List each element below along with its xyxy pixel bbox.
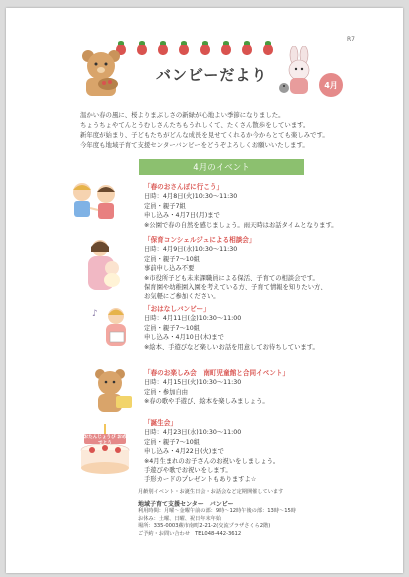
strawberry-icon xyxy=(179,44,189,55)
event-line: ※市役所子ども未来課職員による保活、子育ての相談会です。 xyxy=(144,274,319,282)
event-line: 日時：4月15日(火)10:30～11:30 xyxy=(144,379,242,387)
event-line: 日時：4月8日(火)10:30～11:30 xyxy=(144,193,238,201)
event-line: ※4月生まれのお子さんのお祝いをしましょう。 xyxy=(144,457,280,465)
footer-line: 場所：335-0003蕨市南町2-21-2(交流プラザさくら2階) xyxy=(138,523,271,530)
event-line: 日時：4月23日(水)10:30～11:00 xyxy=(144,429,242,437)
event-line: 日時：4月9日(水)10:30～11:30 xyxy=(144,246,238,254)
event-line: 手遊びや歌でお祝いをします。 xyxy=(144,467,232,475)
bear-illustration xyxy=(78,48,124,98)
bunny-illustration xyxy=(276,46,324,98)
newsletter-page xyxy=(6,8,403,573)
strawberry-row xyxy=(116,44,273,55)
event-item xyxy=(144,305,319,352)
event-title: 「おはなしバンビー」 xyxy=(144,305,210,313)
event-title: 「春のお楽しみ会 南町児童館と合同イベント」 xyxy=(144,369,290,377)
mother-baby-illustration xyxy=(78,238,130,294)
footer-line: ご予約・お問い合わせ TEL048-442-3612 xyxy=(138,530,242,537)
reading-illustration xyxy=(90,304,136,354)
birthday-cake-illustration xyxy=(74,418,136,476)
page-number: R7 xyxy=(347,36,355,43)
newsletter-title: バンビーだより xyxy=(156,66,268,84)
event-item xyxy=(144,236,327,302)
event-line: 定員・参加自由 xyxy=(144,388,189,396)
event-line: お気軽にご参加ください。 xyxy=(144,293,220,301)
intro-line: 温かい春の風に、桜よりまぶしさの新緑が心地よい季節になりました。 xyxy=(80,111,285,119)
event-title: 「保育コンシェルジュによる相談会」 xyxy=(144,236,256,244)
event-line: ※春の歌や手遊び、絵本を楽しみましょう。 xyxy=(144,398,269,406)
footer-line: お休み：土曜、日曜、祝日年末年始 xyxy=(138,515,222,522)
strawberry-icon xyxy=(158,44,168,55)
event-line: 申し込み・4月10日(木)まで xyxy=(144,334,224,342)
strawberry-icon xyxy=(137,44,147,55)
event-item xyxy=(144,183,338,230)
event-line: 申し込み・4月22日(火)まで xyxy=(144,448,224,456)
intro-line: 今年度も地域子育て支援センターバンビーをどうぞよろしくお願いいたします。 xyxy=(80,141,309,149)
event-item xyxy=(144,419,279,485)
footer xyxy=(138,489,296,539)
event-line: 定員・親子7～10組 xyxy=(144,255,201,263)
month-badge: 4月 xyxy=(319,73,343,97)
events-banner: 4月のイベント xyxy=(139,159,304,175)
event-line: 事前申し込み不要 xyxy=(144,265,195,273)
intro-line: ちょうちょやてんとうむしさんたちもうれしくて、たくさん散歩をしています。 xyxy=(80,121,310,129)
event-title: 「春のおさんぽに行こう」 xyxy=(144,183,224,191)
event-title: 「誕生会」 xyxy=(144,419,177,427)
footer-line: 利用時間：月曜～金曜午前の部：9時～12時午後の部：13時～15時 xyxy=(138,508,296,515)
event-line: 日時：4月11日(金)10:30～11:00 xyxy=(144,315,242,323)
bear-with-drum-illustration xyxy=(88,366,136,416)
event-line: 保育園や幼稚園入園を考えている方、子育て情報を知りたい方、 xyxy=(144,284,327,292)
event-line: ※公園で春の自然を感じましょう。雨天時はお話タイムとなります。 xyxy=(144,221,338,229)
strawberry-icon xyxy=(200,44,210,55)
event-line: 定員・親子7～10組 xyxy=(144,324,201,332)
intro-line: 新年度が始まり、子どもたちがどんな成長を見せてくれるか今からとても楽しみです。 xyxy=(80,131,329,139)
footer-org: 地域子育て支援センター バンビー xyxy=(138,500,234,508)
cake-greeting: おたんじょうび おめでとう xyxy=(83,435,127,446)
strawberry-icon xyxy=(221,44,231,55)
svg-text:♪: ♪ xyxy=(92,309,98,319)
event-item xyxy=(144,369,289,407)
strawberry-icon xyxy=(242,44,252,55)
footer-note: 月齢別イベント・お誕生日会・お話会など定期開催しています xyxy=(138,489,284,495)
kids-walking-illustration xyxy=(66,178,126,228)
event-line: ※絵本、手遊びなど楽しいお話を用意してお待ちしています。 xyxy=(144,343,319,351)
event-line: 手形カードのプレゼントもありますよ☆ xyxy=(144,476,257,484)
intro-text xyxy=(80,110,370,150)
event-line: 定員・親子7組 xyxy=(144,202,186,210)
event-line: 定員・親子7～10組 xyxy=(144,438,201,446)
strawberry-icon xyxy=(263,44,273,55)
event-line: 申し込み・4月7日(月)まで xyxy=(144,212,220,220)
